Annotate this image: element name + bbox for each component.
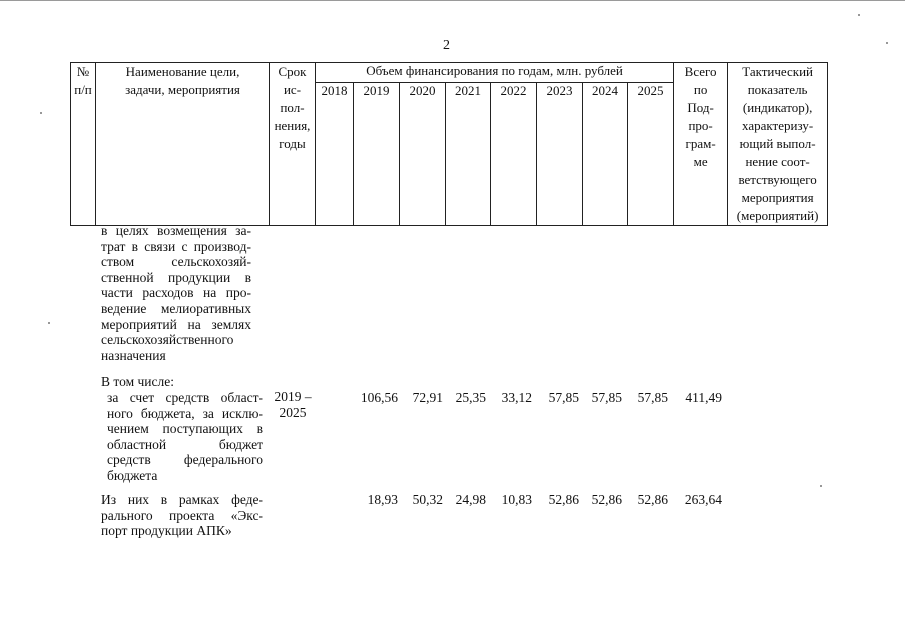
- row2-value-2022: 10,83: [501, 492, 532, 507]
- year-header-2025: 2025: [628, 83, 674, 226]
- table-header: [70, 62, 828, 226]
- row1-total: 411,49: [685, 390, 722, 405]
- row2-value-2025: 52,86: [637, 492, 668, 507]
- row1-value-2021: 25,35: [455, 390, 486, 405]
- row1-value-2023: 57,85: [548, 390, 579, 405]
- row1-value-2025: 57,85: [637, 390, 668, 405]
- scan-speck: [48, 322, 50, 324]
- column-funding-group-header: Объем финансирования по годам, млн. рублей: [316, 63, 674, 83]
- row1-value-2024: 57,85: [591, 390, 622, 405]
- year-header-2019: 2019: [354, 83, 400, 226]
- row2-value-2023: 52,86: [548, 492, 579, 507]
- row2-value-2019: 18,93: [367, 492, 398, 507]
- row1-value-2019: 106,56: [360, 390, 398, 405]
- row-federal-project-name: Из них в рамках феде- рального проекта «Экс- порт продукции АПК»: [101, 492, 263, 539]
- year-header-2024: 2024: [583, 83, 628, 226]
- column-indicator-header: Тактический показатель (индикатор), характеризу- ющий выпол- нение соот- ветствующего мероприятия (мероприятий): [728, 63, 828, 226]
- column-number-header: № п/п: [71, 63, 96, 226]
- row1-value-2022: 33,12: [501, 390, 532, 405]
- row-regional-budget-name: за счет средств област- ного бюджета, за исклю- чением поступающих в областной бюджет средств федерального бюджета: [107, 390, 263, 483]
- year-header-2018: 2018: [316, 83, 354, 226]
- row2-value-2021: 24,98: [455, 492, 486, 507]
- row2-total: 263,64: [684, 492, 722, 507]
- scan-speck: [40, 112, 42, 114]
- scan-speck: [886, 42, 888, 44]
- page-number: 2: [443, 38, 450, 53]
- column-total-header: Всего по Под- про- грам- ме: [674, 63, 728, 226]
- row2-value-2024: 52,86: [591, 492, 622, 507]
- row1-value-2020: 72,91: [412, 390, 443, 405]
- scan-speck: [858, 14, 860, 16]
- in-total-label: В том числе:: [101, 374, 174, 389]
- column-period-header: Срок ис- пол- нения, годы: [270, 63, 316, 226]
- row2-value-2020: 50,32: [412, 492, 443, 507]
- year-header-2020: 2020: [400, 83, 446, 226]
- column-name-header: Наименование цели, задачи, мероприятия: [96, 63, 270, 226]
- row-regional-budget-period: 2019 – 2025: [274, 389, 312, 420]
- top-edge-rule: [0, 0, 905, 1]
- year-header-2023: 2023: [537, 83, 583, 226]
- year-header-2022: 2022: [491, 83, 537, 226]
- year-header-2021: 2021: [446, 83, 491, 226]
- continuation-text: в целях возмещения за- трат в связи с производ- ством сельскохозяй- ственной продукции в части расходов на про- ведение мелиоративных мероприятий на землях сельскохозяйственного назначения: [101, 223, 251, 363]
- scan-speck: [820, 485, 822, 487]
